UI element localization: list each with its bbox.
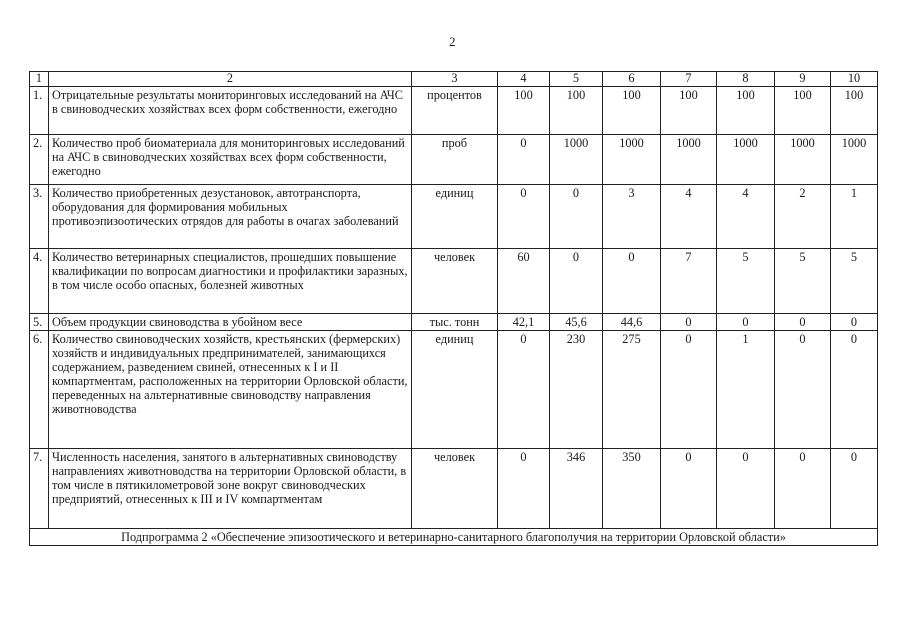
value-cell: 1000 bbox=[717, 135, 775, 185]
value-cell: 230 bbox=[550, 331, 603, 449]
column-header-6: 6 bbox=[603, 72, 661, 87]
indicator-name: Количество проб биоматериала для мониторинговых исследований на АЧС в свиноводческих хозяйствах всех форм собственности, ежегодно bbox=[49, 135, 412, 185]
value-cell: 100 bbox=[717, 87, 775, 135]
value-cell: 0 bbox=[661, 449, 717, 529]
value-cell: 0 bbox=[498, 185, 550, 249]
value-cell: 100 bbox=[775, 87, 831, 135]
value-cell: 100 bbox=[603, 87, 661, 135]
table-row bbox=[30, 249, 878, 314]
subprogram-row bbox=[30, 529, 878, 546]
value-cell: 60 bbox=[498, 249, 550, 314]
value-cell: 1000 bbox=[661, 135, 717, 185]
indicator-name: Количество приобретенных дезустановок, автотранспорта, оборудования для формирования мобильных противоэпизоотических отрядов для работы в очагах заболеваний bbox=[49, 185, 412, 249]
value-cell: 0 bbox=[831, 449, 878, 529]
unit-of-measure: человек bbox=[412, 249, 498, 314]
indicators-table bbox=[29, 71, 878, 546]
value-cell: 0 bbox=[661, 331, 717, 449]
value-cell: 4 bbox=[661, 185, 717, 249]
table-row bbox=[30, 331, 878, 449]
unit-of-measure: единиц bbox=[412, 331, 498, 449]
indicator-name: Количество свиноводческих хозяйств, крестьянских (фермерских) хозяйств и индивидуальных предпринимателей, занимающихся содержанием, разведением свиней, отнесенных к I и II компартментам, расположенных на территории Орловской области, переведенных на альтернативные свиноводству направления животноводства bbox=[49, 331, 412, 449]
value-cell: 5 bbox=[717, 249, 775, 314]
unit-of-measure: процентов bbox=[412, 87, 498, 135]
value-cell: 100 bbox=[550, 87, 603, 135]
indicator-name: Численность населения, занятого в альтернативных свиноводству направлениях животноводства на территории Орловской области, в том числе в пятикилометровой зоне вокруг свиноводческих предприятий, отнесенных к III и IV компартментам bbox=[49, 449, 412, 529]
indicator-name: Отрицательные результаты мониторинговых исследований на АЧС в свиноводческих хозяйствах всех форм собственности, ежегодно bbox=[49, 87, 412, 135]
row-number: 3. bbox=[30, 185, 49, 249]
value-cell: 0 bbox=[661, 314, 717, 331]
unit-of-measure: тыс. тонн bbox=[412, 314, 498, 331]
value-cell: 0 bbox=[498, 449, 550, 529]
header-row bbox=[30, 72, 878, 87]
value-cell: 0 bbox=[603, 249, 661, 314]
column-header-3: 3 bbox=[412, 72, 498, 87]
table-row bbox=[30, 449, 878, 529]
value-cell: 0 bbox=[717, 314, 775, 331]
value-cell: 1 bbox=[831, 185, 878, 249]
value-cell: 5 bbox=[775, 249, 831, 314]
row-number: 4. bbox=[30, 249, 49, 314]
column-header-8: 8 bbox=[717, 72, 775, 87]
value-cell: 350 bbox=[603, 449, 661, 529]
value-cell: 0 bbox=[775, 331, 831, 449]
column-header-1: 1 bbox=[30, 72, 49, 87]
column-header-7: 7 bbox=[661, 72, 717, 87]
table-body bbox=[30, 72, 878, 546]
value-cell: 42,1 bbox=[498, 314, 550, 331]
value-cell: 0 bbox=[550, 249, 603, 314]
value-cell: 100 bbox=[661, 87, 717, 135]
value-cell: 0 bbox=[775, 314, 831, 331]
column-header-2: 2 bbox=[49, 72, 412, 87]
table-row bbox=[30, 87, 878, 135]
value-cell: 4 bbox=[717, 185, 775, 249]
value-cell: 100 bbox=[831, 87, 878, 135]
value-cell: 3 bbox=[603, 185, 661, 249]
table-row bbox=[30, 314, 878, 331]
value-cell: 0 bbox=[717, 449, 775, 529]
value-cell: 0 bbox=[550, 185, 603, 249]
value-cell: 275 bbox=[603, 331, 661, 449]
indicator-name: Количество ветеринарных специалистов, прошедших повышение квалификации по вопросам диагностики и профилактики заразных, в том числе особо опасных, болезней животных bbox=[49, 249, 412, 314]
value-cell: 1000 bbox=[603, 135, 661, 185]
row-number: 6. bbox=[30, 331, 49, 449]
unit-of-measure: единиц bbox=[412, 185, 498, 249]
column-header-10: 10 bbox=[831, 72, 878, 87]
value-cell: 346 bbox=[550, 449, 603, 529]
value-cell: 100 bbox=[498, 87, 550, 135]
indicator-name: Объем продукции свиноводства в убойном весе bbox=[49, 314, 412, 331]
value-cell: 1000 bbox=[550, 135, 603, 185]
table-row bbox=[30, 135, 878, 185]
column-header-4: 4 bbox=[498, 72, 550, 87]
row-number: 2. bbox=[30, 135, 49, 185]
table-row bbox=[30, 185, 878, 249]
value-cell: 1000 bbox=[831, 135, 878, 185]
page-number: 2 bbox=[449, 34, 456, 49]
value-cell: 0 bbox=[498, 135, 550, 185]
column-header-9: 9 bbox=[775, 72, 831, 87]
value-cell: 0 bbox=[498, 331, 550, 449]
value-cell: 45,6 bbox=[550, 314, 603, 331]
value-cell: 44,6 bbox=[603, 314, 661, 331]
row-number: 7. bbox=[30, 449, 49, 529]
value-cell: 0 bbox=[775, 449, 831, 529]
value-cell: 2 bbox=[775, 185, 831, 249]
value-cell: 7 bbox=[661, 249, 717, 314]
value-cell: 0 bbox=[831, 331, 878, 449]
value-cell: 5 bbox=[831, 249, 878, 314]
row-number: 1. bbox=[30, 87, 49, 135]
value-cell: 1 bbox=[717, 331, 775, 449]
value-cell: 1000 bbox=[775, 135, 831, 185]
value-cell: 0 bbox=[831, 314, 878, 331]
unit-of-measure: человек bbox=[412, 449, 498, 529]
row-number: 5. bbox=[30, 314, 49, 331]
unit-of-measure: проб bbox=[412, 135, 498, 185]
column-header-5: 5 bbox=[550, 72, 603, 87]
subprogram-title: Подпрограмма 2 «Обеспечение эпизоотического и ветеринарно-санитарного благополучия на территории Орловской области» bbox=[30, 529, 878, 546]
